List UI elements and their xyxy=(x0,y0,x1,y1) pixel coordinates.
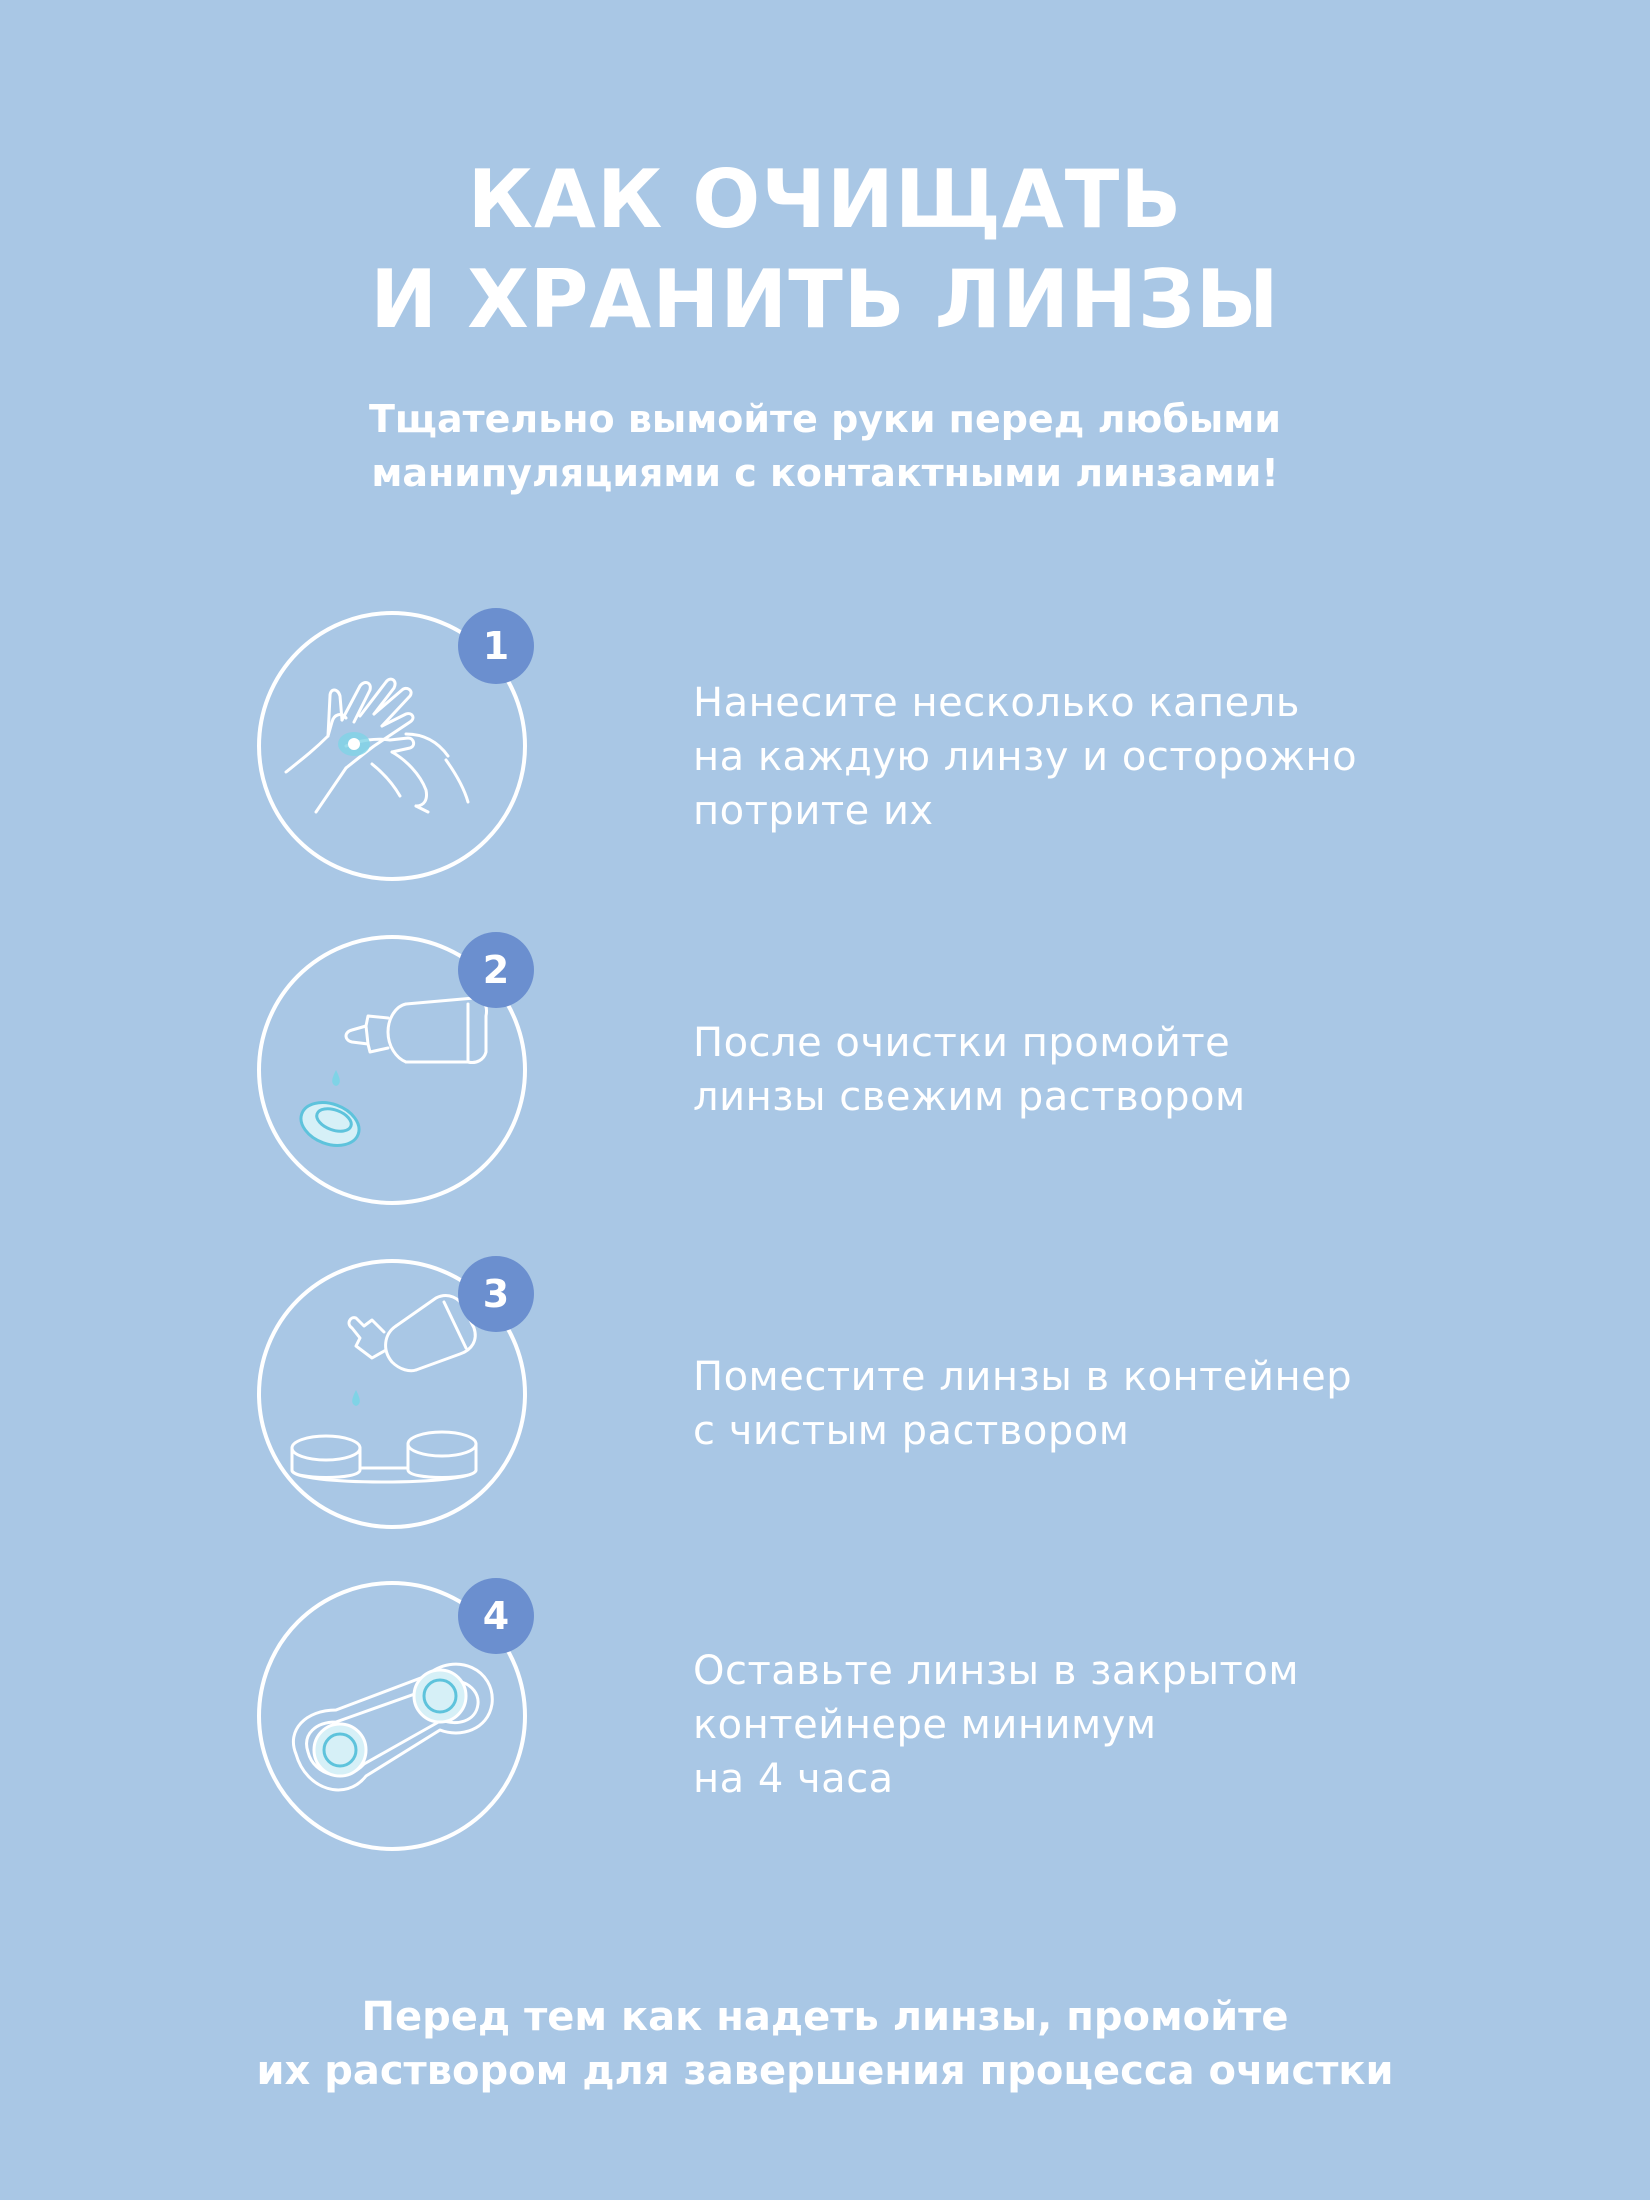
step-description xyxy=(693,676,1357,838)
step-description xyxy=(693,1016,1246,1124)
step-1 xyxy=(0,610,1650,890)
step-4 xyxy=(0,1580,1650,1860)
footer-line-1: Перед тем как надеть линзы, промойте xyxy=(361,1994,1289,2040)
title-line-1: КАК ОЧИЩАТЬ xyxy=(467,153,1183,246)
step-number-badge: 2 xyxy=(458,932,534,1008)
step-3 xyxy=(0,1258,1650,1538)
step-number-badge: 4 xyxy=(458,1578,534,1654)
hand-wash-warning xyxy=(0,392,1650,500)
step-text-line: Оставьте линзы в закрытом xyxy=(693,1648,1299,1694)
step-number-badge: 3 xyxy=(458,1256,534,1332)
step-text-line: Нанесите несколько капель xyxy=(693,680,1300,726)
page-title xyxy=(0,150,1650,350)
step-text-line: Поместите линзы в контейнер xyxy=(693,1354,1353,1400)
step-text-line: линзы свежим раствором xyxy=(693,1074,1246,1120)
step-text-line: на 4 часа xyxy=(693,1756,894,1802)
step-text-line: потрите их xyxy=(693,788,934,834)
rinse-before-wearing-note xyxy=(0,1990,1650,2098)
step-description xyxy=(693,1644,1299,1806)
footer-line-2: их раствором для завершения процесса очистки xyxy=(256,2048,1394,2094)
title-line-2: И ХРАНИТЬ ЛИНЗЫ xyxy=(370,253,1280,346)
subtitle-line-1: Тщательно вымойте руки перед любыми xyxy=(369,397,1281,441)
step-2 xyxy=(0,934,1650,1214)
step-text-line: на каждую линзу и осторожно xyxy=(693,734,1358,780)
step-text-line: с чистым раствором xyxy=(693,1408,1130,1454)
subtitle-line-2: манипуляциями с контактными линзами! xyxy=(371,451,1279,495)
step-number-badge: 1 xyxy=(458,608,534,684)
step-description xyxy=(693,1350,1352,1458)
step-text-line: контейнере минимум xyxy=(693,1702,1157,1748)
step-text-line: После очистки промойте xyxy=(693,1020,1231,1066)
